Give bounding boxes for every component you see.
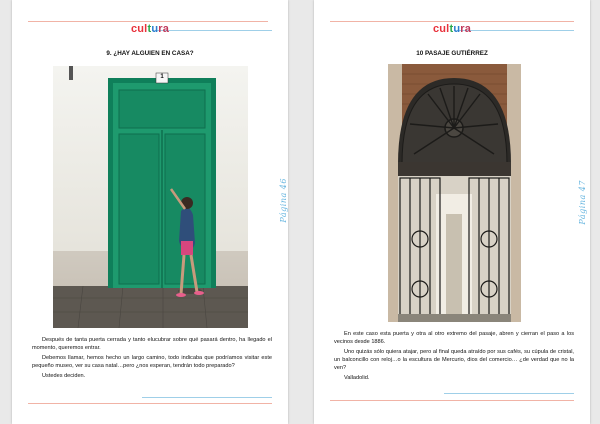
paragraph: Ustedes deciden. <box>42 373 86 379</box>
door-number: 1 <box>160 74 164 80</box>
passage-photo <box>388 64 521 322</box>
left-body-text <box>32 336 272 382</box>
paragraph: Debemos llamar, hemos hecho un largo camino, todo indicaba que podríamos visitar este pequeño museo, ver su casa natal…pero ¿nos esperan, tendrán todo preparado? <box>32 355 272 369</box>
culture-logo: cultura <box>432 23 472 35</box>
paragraph: Valladolid. <box>344 375 370 381</box>
right-body-text <box>334 330 574 384</box>
footer-line-red <box>28 403 272 404</box>
door-photo <box>53 66 248 328</box>
header-line-red <box>330 21 574 22</box>
paragraph: En este caso esta puerta y otra al otro extremo del pasaje, abren y cierran el paso a los vecinos desde 1886. <box>334 331 574 345</box>
culture-logo: cultura <box>130 23 170 35</box>
header-line-red <box>28 21 268 22</box>
right-page <box>314 0 590 424</box>
page-number-right: Página 47 <box>578 180 587 225</box>
footer-line-red <box>330 400 574 401</box>
page-title: 9. ¿HAY ALGUIEN EN CASA? <box>106 50 194 57</box>
footer-line-blue <box>444 393 574 394</box>
paragraph: Uno quizás sólo quiera atajar, pero al final queda atraído por sus cafés, su cúpula de cristal, un balconcillo con reloj…o la escultura de Mercurio, dios del comercio… ¿de verdad que no la ven? <box>334 349 574 371</box>
page-title: 10 PASAJE GUTIÉRREZ <box>416 50 488 57</box>
footer-line-blue <box>142 397 272 398</box>
page-number-left: Página 46 <box>279 178 288 223</box>
left-page <box>12 0 288 424</box>
paragraph: Después de tanta puerta cerrada y tanto elucubrar sobre qué pasará dentro, ha llegado el momento, queremos entrar. <box>32 337 272 351</box>
